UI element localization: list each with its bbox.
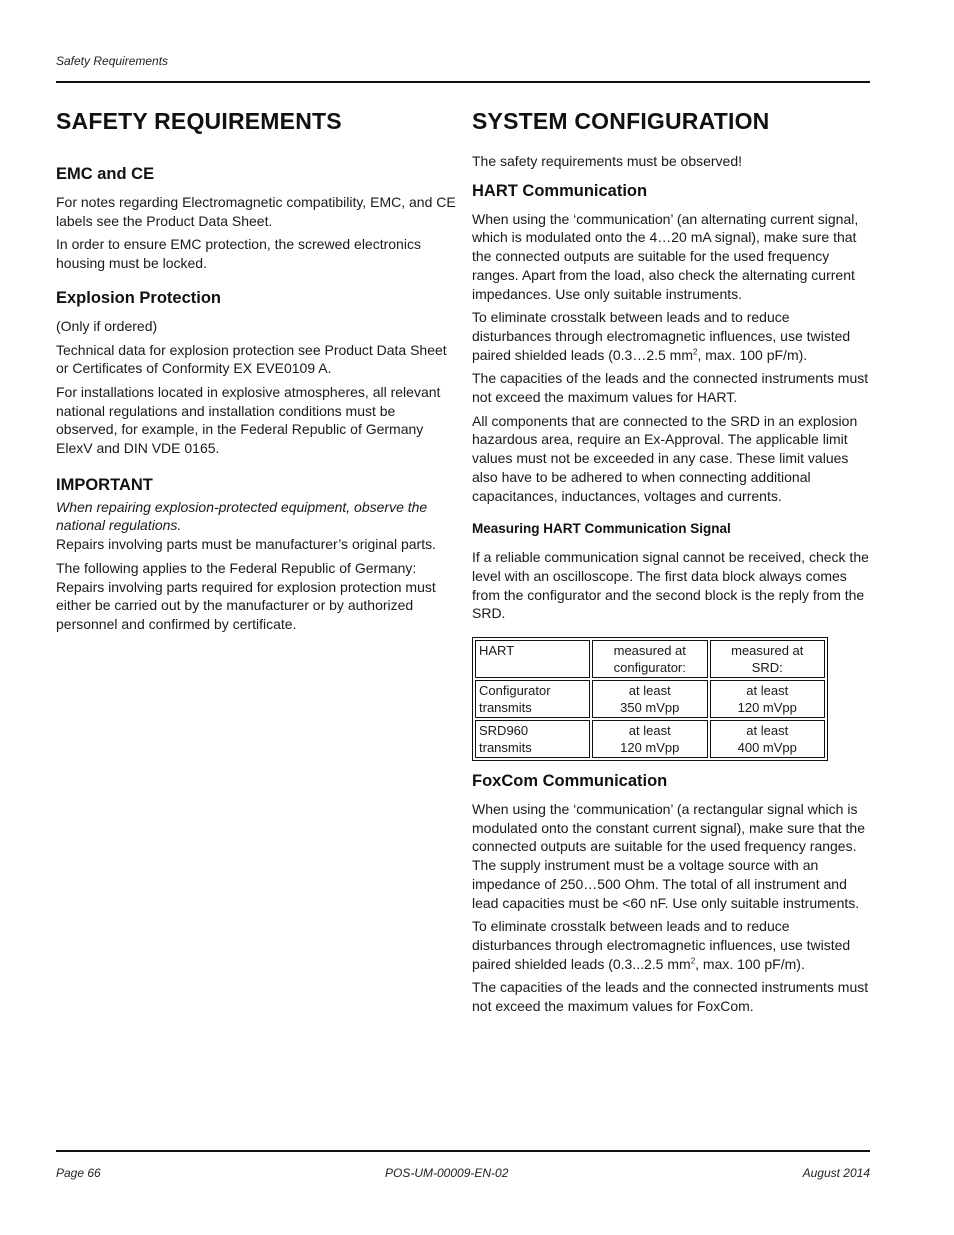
document-id: POS-UM-00009-EN-02 [385, 1166, 509, 1180]
hart-superscript: 2 [693, 346, 698, 356]
running-head: Safety Requirements [56, 54, 169, 68]
left-column [56, 106, 456, 639]
foxcom-paragraph-2-text: To eliminate crosstalk between leads and to reduce disturbances through electromagnetic influences, use twisted paired shielded leads (0.3...2.5 mm [472, 918, 851, 972]
hart-paragraph-2-end: , max. 100 pF/m). [697, 346, 808, 363]
emc-paragraph-1: For notes regarding Electromagnetic compatibility, EMC, and CE labels see the Product Data Sheet. [56, 194, 456, 229]
explosion-paragraph-1: (Only if ordered) [56, 317, 158, 334]
hart-paragraph-4: All components that are connected to the SRD in an explosion hazardous area, require an Ex-Approval. The applicable limit values must not be exceeded in any case. These limit values also have to be adhered to when connecting additional capacitances, inductances, voltages and currents. [472, 412, 858, 504]
hart-paragraph-2 [472, 308, 872, 364]
explosion-heading: Explosion Protection [56, 288, 222, 307]
important-paragraph-2: The following applies to the Federal Republic of Germany: Repairs involving parts required for explosion protection must either be carried out by the manufacturer or by authorized personnel and confirmed by certificate. [56, 559, 436, 632]
footer-rule [56, 1150, 870, 1152]
explosion-paragraph-3: For installations located in explosive atmospheres, all relevant national regulations and installation conditions must be observed, for example, in the Federal Republic of Germany ElexV and DIN VDE 0165. [56, 383, 441, 457]
important-italic-note: When repairing explosion-protected equipment, observe the national regulations. [56, 498, 428, 534]
hart-paragraph-3: The capacities of the leads and the connected instruments must not exceed the maximum values for HART. [472, 370, 869, 406]
foxcom-superscript: 2 [690, 956, 696, 966]
page-number: Page 66 [56, 1166, 101, 1180]
table-cell: at least 120 mVpp [710, 680, 826, 718]
system-config-title: SYSTEM CONFIGURATION [472, 108, 770, 134]
measuring-paragraph: If a reliable communication signal cannot be received, check the level with an oscilloscope. The first data block always comes from the configurator and the second block is the reply from the SRD. [472, 549, 869, 622]
table-header-row [475, 640, 825, 678]
table-row [475, 720, 825, 758]
emc-heading: EMC and CE [56, 165, 155, 183]
safety-title: SAFETY REQUIREMENTS [56, 108, 342, 134]
hart-heading: HART Communication [472, 181, 648, 200]
important-heading: IMPORTANT [56, 475, 153, 494]
foxcom-heading: FoxCom Communication [472, 772, 668, 791]
hart-paragraph-1: When using the ‘communication’ (an alternating current signal, which is modulated onto the 4…20 mA signal), make sure that the connected outputs are suitable for the used frequency ranges. Apart from the load, also check the alternating current impedances. Use only suitable instruments. [472, 210, 859, 302]
table-header-cell: measured at SRD: [710, 640, 826, 678]
foxcom-paragraph-3: The capacities of the leads and the connected instruments must not exceed the maximum values for FoxCom. [472, 979, 869, 1015]
foxcom-paragraph-1: When using the ‘communication’ (a rectangular signal which is modulated onto the constant current signal), make sure that the connected outputs are suitable for the used frequency ranges. The supply instrument must be a voltage source with an impedance of 250…500 Ohm. The total of all instrument and lead capacities must be <60 nF. Use only suitable instruments. [472, 801, 866, 911]
foxcom-paragraph-2-end: , max. 100 pF/m). [695, 955, 805, 972]
important-paragraph-1: Repairs involving parts must be manufacturer’s original parts. [56, 536, 436, 553]
emc-paragraph-2: In order to ensure EMC protection, the screwed electronics housing must be locked. [56, 236, 421, 272]
table-cell: Configurator transmits [475, 680, 590, 718]
table-cell: at least 120 mVpp [592, 720, 708, 758]
document-date: August 2014 [802, 1166, 870, 1180]
measuring-heading: Measuring HART Communication Signal [472, 521, 731, 537]
header-rule [56, 81, 870, 83]
explosion-paragraph-2: Technical data for explosion protection see Product Data Sheet or Certificates of Conformity EX EVE0109 A. [56, 341, 447, 377]
intro-paragraph: The safety requirements must be observed! [472, 153, 743, 169]
right-column [472, 106, 872, 1021]
table-cell: SRD960 transmits [475, 720, 590, 758]
table-cell: at least 400 mVpp [710, 720, 826, 758]
foxcom-paragraph-2 [472, 917, 872, 973]
table-row [475, 680, 825, 718]
table-cell: at least 350 mVpp [592, 680, 708, 718]
table-header-cell: HART [475, 640, 590, 678]
table-header-cell: measured at configurator: [592, 640, 708, 678]
hart-signal-table [472, 637, 828, 761]
hart-paragraph-2-text: To eliminate crosstalk between leads and to reduce disturbances through electromagnetic influences, use twisted paired shielded leads (0.3…2.5 mm [472, 309, 851, 363]
